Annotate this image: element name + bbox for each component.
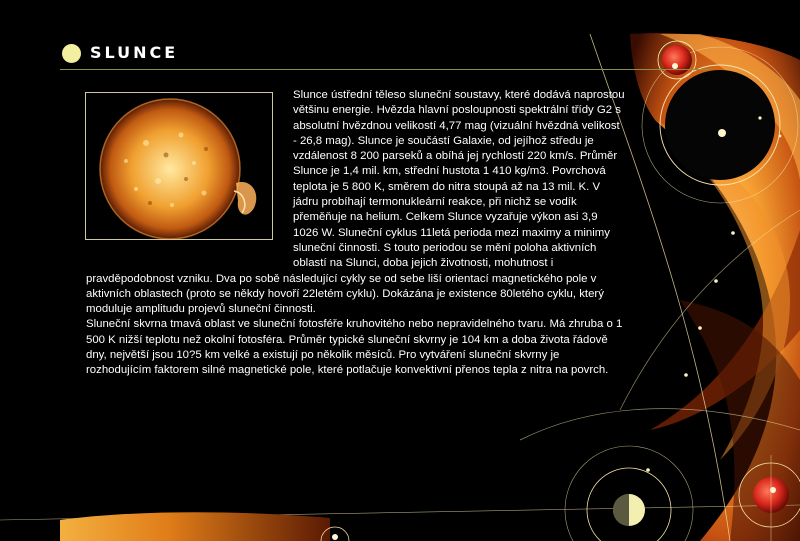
paragraph-sun: Slunce ústřední těleso sluneční soustavy, které dodává naprostou většinu energie. Hvězda hlavní posloupnosti spektrální třídy G2 s absolutní hvězdnou velikostí 4,77 mag (vizuální hvězdná velikost - 26,8 mag). Slunce je součástí Galaxie, od jejíhož středu je vzdálenost 8 200 parseků a obíhá jej rychlostí 220 km/s. Průměr Slunce je 1,4 mil. km, střední hustota 1 410 kg/m3. Povrchová teplota je 5 800 K, směrem do nitra stoupá až na 13 mil. K. V jádru probíhají termonukleární reakce, při nichž se vodík přeměňuje na helium. Celkem Slunce vyzařuje výkon asi 3,9 1026 W. Sluneční cyklus 11letá perioda mezi maximy a minimy sluneční činnosti. S touto periodou se mění poloha aktivních oblastí na Slunci, doba jejich životnosti, mohutnost i pravděpodobnost vzniku. Dva po sobě následující cykly se od sebe liší orientací magnetického pole v aktivních oblastech (proto se někdy hovoří 22letém cyklu). Dokázána je existence 80letého cyklu, který moduluje amplitudu projevů sluneční činnosti. [86, 89, 625, 316]
page-title: SLUNCE [90, 43, 179, 62]
title-divider [60, 69, 710, 70]
paragraph-sunspot: Sluneční skvrna tmavá oblast ve sluneční fotosféře kruhovitého nebo nepravidelného tvaru. Má zhruba o 1 500 K nižší teplotu než okolní fotosféra. Průměr typické sluneční skvrny je 104 km a doba života řádově dny, největší jsou 10?5 km velké a existují po několik měsíců. Pro vytváření sluneční skvrny je rozhodujícím faktorem silné magnetické pole, které potlačuje konvektivní přenos tepla z nitra na povrch. [86, 318, 623, 377]
yellow-circle-icon [62, 44, 81, 63]
article-text [86, 88, 626, 379]
photo-spacer [86, 88, 293, 268]
